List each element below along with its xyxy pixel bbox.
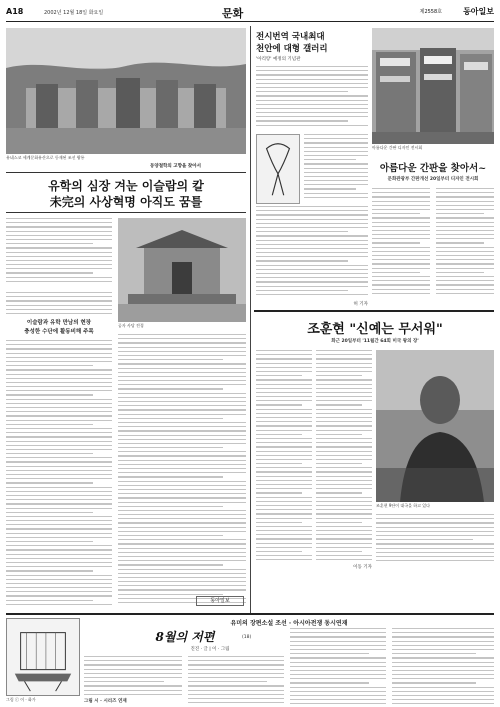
artifact-box [256, 134, 300, 204]
serial-body-col4 [392, 628, 494, 704]
issue-number: 제2558호 [419, 9, 442, 15]
column-divider [250, 26, 251, 614]
cho-body-col3 [376, 514, 494, 562]
author-badge: 동아일보 [196, 596, 244, 606]
gallery-body-top [256, 66, 368, 132]
feature-headline: 아름다운 간판을 찾아서~ [379, 163, 487, 174]
cho-photo-caption: 조훈현 9단이 대국을 하고 있다 [376, 503, 430, 508]
serial-body-col2 [188, 656, 284, 704]
series-tag [150, 163, 246, 169]
body-text-col1c [6, 340, 112, 608]
shrine-photo [118, 218, 246, 322]
gallery-body-mid [304, 134, 368, 204]
headline-line2: 未完의 사상혁명 아직도 꿈틀 [49, 195, 203, 209]
shrine-image [118, 218, 246, 322]
body-text-col1b [6, 292, 112, 316]
bottom-rule [6, 613, 494, 615]
serial-episode: (18) [242, 635, 252, 640]
body-text-col2 [118, 334, 246, 604]
illustration-caption: 그림 ⓒ 이 · 화가 [6, 697, 36, 702]
section-title: 문화 [222, 7, 244, 20]
royal-tomb-image [6, 28, 246, 154]
masthead [6, 4, 494, 22]
serial-illustration [6, 618, 80, 696]
headline-rule-bottom [6, 212, 246, 213]
subheading-line2: 충성한 수단에 활동비해 주목 [24, 329, 94, 335]
paper-name: 동아일보 [463, 7, 494, 16]
serial-author: 진진 · 글 | 이 · 그림 [190, 647, 230, 652]
gallery-headline-line1: 전시번역 국내최대 [256, 32, 325, 42]
headline-line1: 유학의 심장 겨눈 이슬람의 칼 [48, 179, 204, 193]
cho-photo [376, 350, 494, 502]
cho-portrait [376, 350, 494, 502]
masthead-date: 2002년 12월 18일 화요일 [44, 10, 104, 16]
series-heading: 동양철학의 고향을 찾아서 [150, 164, 201, 169]
gallery-kicker: '아리랑' 예정의 기념관 [256, 57, 301, 62]
artifact-sketch [257, 135, 299, 203]
cho-headline: 조훈현 "신예는 무서워" [307, 322, 443, 337]
signboard-photo [372, 28, 494, 144]
royal-tomb-photo [6, 28, 246, 154]
headline-rule-top [6, 172, 246, 173]
feature-subhead: 문화관광부 간판개선 20일부터 디자인 전시회 [387, 177, 479, 182]
feature-body-col1 [372, 188, 430, 298]
signboard-caption: 아름다운 간판 디자인 전시회 [372, 145, 423, 150]
gallery-body-bottom [256, 206, 368, 298]
signboard-image [372, 28, 494, 144]
shrine-caption: 공자 사당 전경 [118, 323, 144, 328]
section-rule [254, 310, 494, 312]
serial-illustration-drawing [7, 619, 79, 695]
photo-caption: 유네스코 세계문화유산으로 등재된 조선 왕릉 [6, 155, 85, 160]
cho-subhead: 화근 20일부터 '11월간 64회 미국 왕의 장' [331, 339, 419, 344]
serial-side-tag: 그림 시 · 시리즈 연재 [84, 699, 127, 704]
cho-byline: 이동 기자 [353, 565, 372, 570]
feature-body-col2 [436, 188, 494, 298]
gallery-headline-line2: 천안에 대형 갤러리 [256, 44, 328, 54]
serial-body-col1 [84, 656, 182, 696]
subheading-line1: 이슬람과 유학 만남의 현장 [26, 320, 92, 326]
serial-body-col3 [290, 628, 386, 704]
body-text-col1 [6, 218, 112, 290]
page-number: A18 [6, 7, 24, 16]
serial-kicker: 유미의 장편소설 조선 · 아시아전쟁 동시연재 [230, 620, 348, 627]
gallery-byline: 허 기자 [353, 302, 368, 307]
cho-body-col1 [256, 350, 312, 560]
cho-body-col2 [316, 350, 372, 560]
serial-title: 8월의 저편 [155, 630, 215, 644]
